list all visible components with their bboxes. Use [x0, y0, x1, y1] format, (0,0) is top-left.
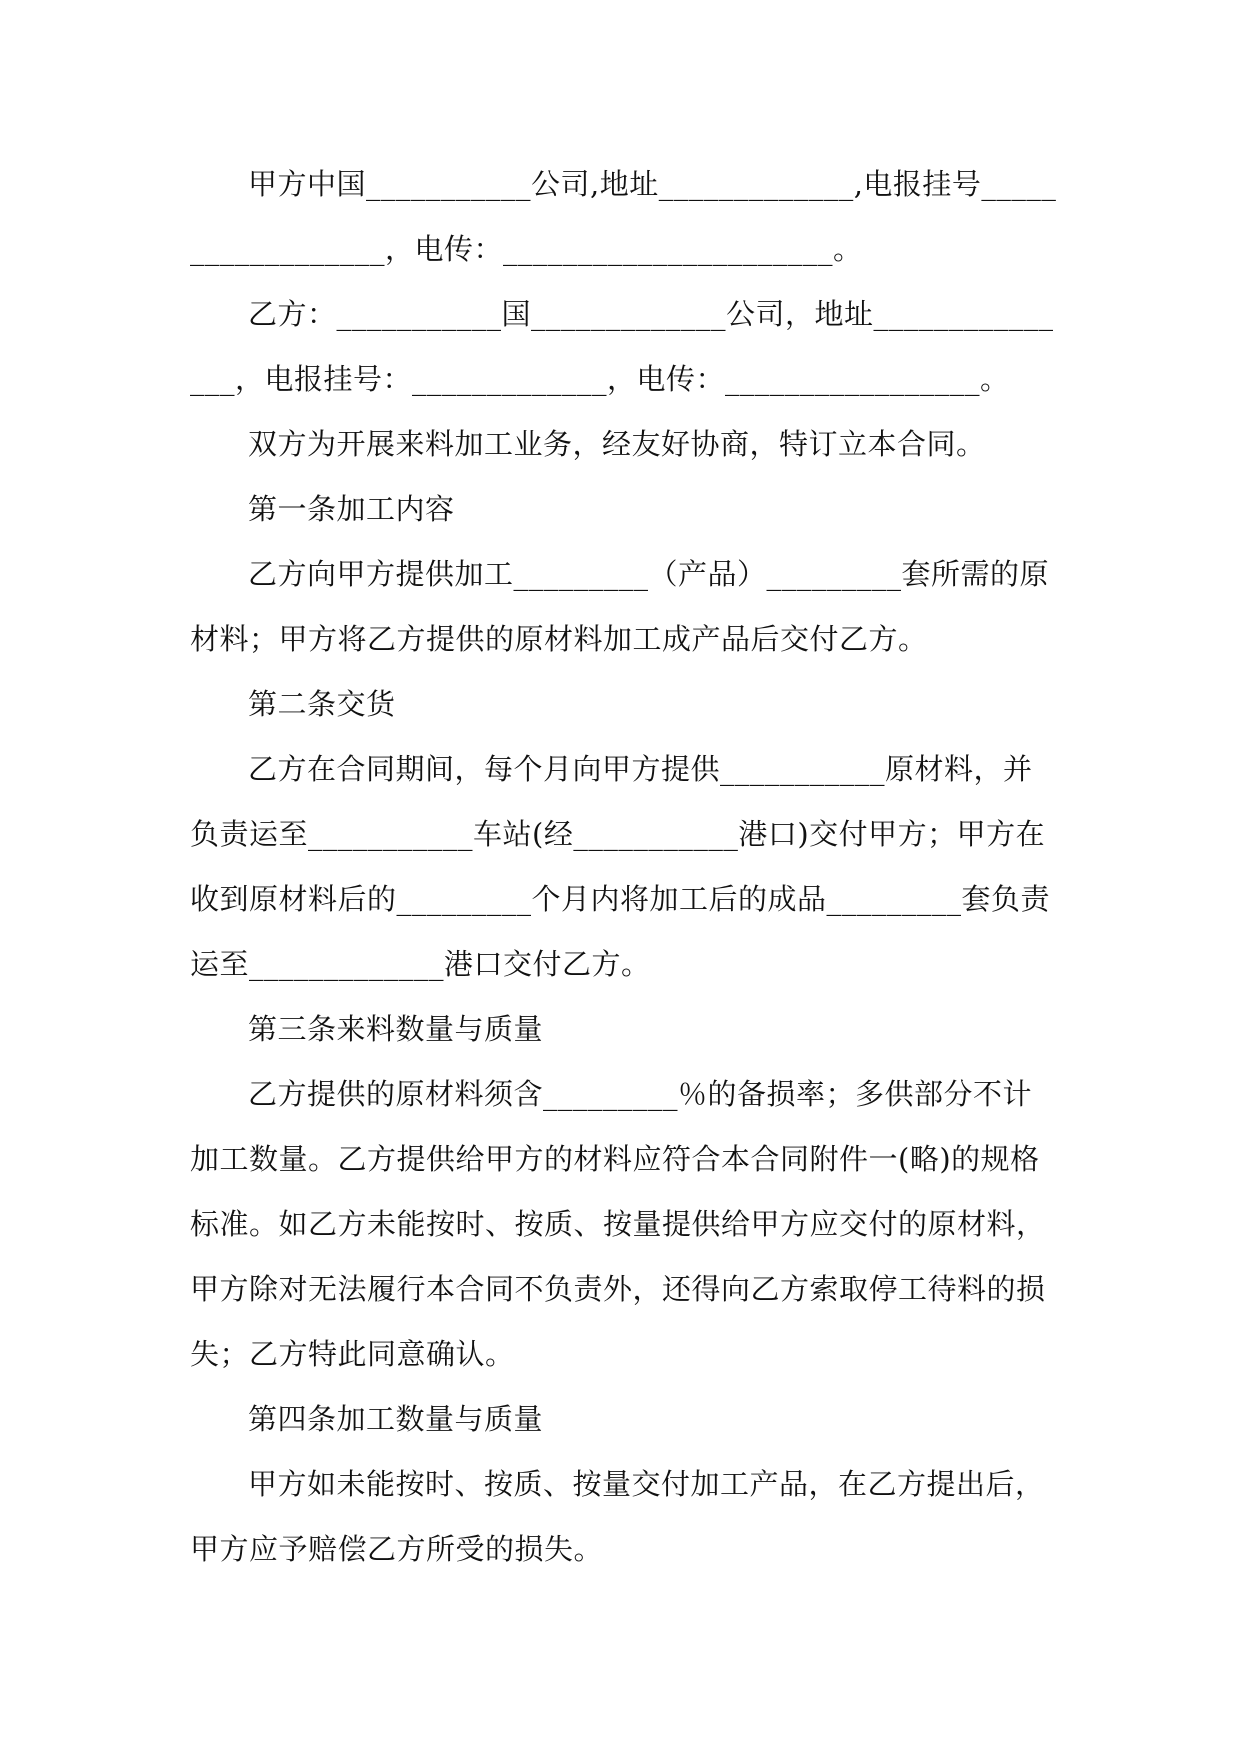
article-2-heading: 第二条交货 [248, 687, 396, 721]
article-1-heading: 第一条加工内容 [248, 492, 455, 526]
document-body [190, 152, 1060, 1582]
party-a-paragraph: 甲方中国___________公司,地址_____________,电报挂号__________________，电传：______________________。 [190, 167, 1057, 266]
article-3-heading: 第三条来料数量与质量 [248, 1012, 544, 1046]
article-4-heading: 第四条加工数量与质量 [248, 1402, 544, 1436]
article-4-paragraph: 甲方如未能按时、按质、按量交付加工产品，在乙方提出后，甲方应予赔偿乙方所受的损失。 [190, 1467, 1045, 1566]
article-3-paragraph: 乙方提供的原材料须含_________％的备损率；多供部分不计加工数量。乙方提供给甲方的材料应符合本合同附件一(略)的规格标准。如乙方未能按时、按质、按量提供给甲方应交付的原材料，甲方除对无法履行本合同不负责外，还得向乙方索取停工待料的损失；乙方特此同意确认。 [190, 1077, 1046, 1371]
party-b-paragraph: 乙方：___________国_____________公司，地址_______________，电报挂号：_____________，电传：_________________。 [190, 297, 1054, 396]
article-2-paragraph: 乙方在合同期间，每个月向甲方提供___________原材料，并负责运至___________车站(经___________港口)交付甲方；甲方在收到原材料后的_________个月内将加工后的成品_________套负责运至_____________港口交付乙方。 [190, 752, 1051, 981]
preamble-paragraph: 双方为开展来料加工业务，经友好协商，特订立本合同。 [248, 427, 986, 461]
article-1-paragraph: 乙方向甲方提供加工_________（产品）_________套所需的原材料；甲方将乙方提供的原材料加工成产品后交付乙方。 [190, 557, 1050, 656]
